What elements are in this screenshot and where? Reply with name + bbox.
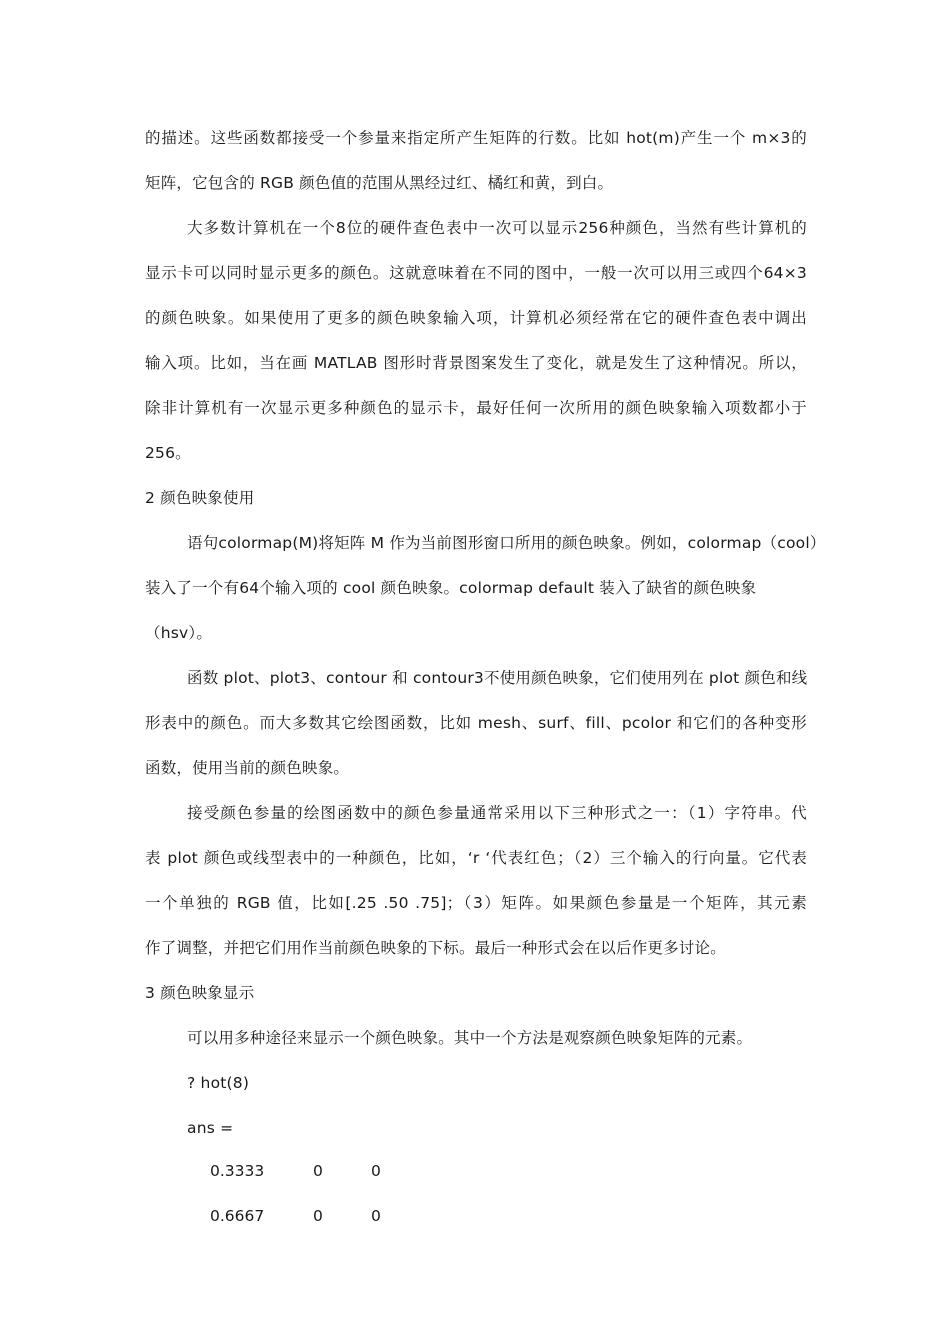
matrix-cell: 0.3333 bbox=[210, 1162, 265, 1180]
code-line: ? hot(8) bbox=[187, 1074, 250, 1092]
matrix-cell: 0 bbox=[371, 1207, 381, 1225]
paragraph-line: 接受颜色参量的绘图函数中的颜色参量通常采用以下三种形式之一：（1）字符串。代 bbox=[187, 804, 807, 822]
paragraph-line: 表 plot 颜色或线型表中的一种颜色，比如，‘r ‘代表红色；（2）三个输入的行向量。它代表 bbox=[145, 849, 807, 867]
matrix-cell: 0 bbox=[313, 1162, 323, 1180]
paragraph-line: 装入了一个有64个输入项的 cool 颜色映象。colormap default 装入了缺省的颜色映象 bbox=[145, 579, 757, 597]
paragraph-line: 语句colormap(M)将矩阵 M 作为当前图形窗口所用的颜色映象。例如，colormap（cool） bbox=[187, 534, 826, 552]
paragraph-line: 的颜色映象。如果使用了更多的颜色映象输入项，计算机必须经常在它的硬件查色表中调出 bbox=[145, 309, 807, 327]
paragraph-line: 大多数计算机在一个8位的硬件查色表中一次可以显示256种颜色，当然有些计算机的 bbox=[187, 219, 807, 237]
code-line: ans = bbox=[187, 1119, 234, 1137]
paragraph-line: （hsv）。 bbox=[145, 624, 213, 642]
paragraph-line: 256。 bbox=[145, 444, 191, 462]
matrix-cell: 0 bbox=[313, 1207, 323, 1225]
paragraph-line: 函数 plot、plot3、contour 和 contour3不使用颜色映象，它们使用列在 plot 颜色和线 bbox=[187, 669, 808, 687]
section-heading: 2 颜色映象使用 bbox=[145, 489, 255, 507]
paragraph-line: 形表中的颜色。而大多数其它绘图函数，比如 mesh、surf、fill、pcolor 和它们的各种变形 bbox=[145, 714, 807, 732]
section-heading: 3 颜色映象显示 bbox=[145, 984, 255, 1002]
paragraph-line: 一个单独的 RGB 值，比如[.25 .50 .75]；（3）矩阵。如果颜色参量是一个矩阵，其元素 bbox=[145, 894, 807, 912]
paragraph-line: 函数，使用当前的颜色映象。 bbox=[145, 759, 350, 777]
paragraph-line: 除非计算机有一次显示更多种颜色的显示卡，最好任何一次所用的颜色映象输入项数都小于 bbox=[145, 399, 807, 417]
paragraph-line: 作了调整，并把它们用作当前颜色映象的下标。最后一种形式会在以后作更多讨论。 bbox=[145, 939, 726, 957]
paragraph-line: 矩阵，它包含的 RGB 颜色值的范围从黑经过红、橘红和黄，到白。 bbox=[145, 174, 614, 192]
paragraph-line: 的描述。这些函数都接受一个参量来指定所产生矩阵的行数。比如 hot(m)产生一个 m×3的 bbox=[145, 129, 807, 147]
matrix-cell: 0 bbox=[371, 1162, 381, 1180]
paragraph-line: 显示卡可以同时显示更多的颜色。这就意味着在不同的图中，一般一次可以用三或四个64×3 bbox=[145, 264, 807, 282]
paragraph-line: 可以用多种途径来显示一个颜色映象。其中一个方法是观察颜色映象矩阵的元素。 bbox=[187, 1029, 753, 1047]
matrix-cell: 0.6667 bbox=[210, 1207, 265, 1225]
paragraph-line: 输入项。比如，当在画 MATLAB 图形时背景图案发生了变化，就是发生了这种情况。所以， bbox=[145, 354, 807, 372]
